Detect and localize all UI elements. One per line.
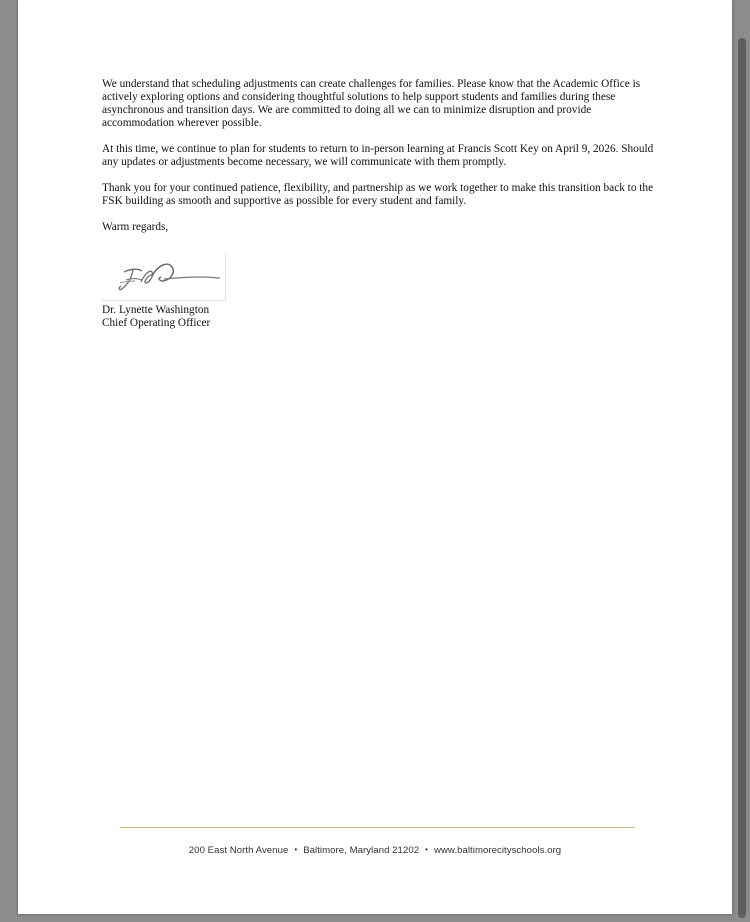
letter-page xyxy=(18,0,732,914)
footer-divider xyxy=(120,827,635,828)
signer-name: Dr. Lynette Washington xyxy=(102,304,210,316)
footer-address-line xyxy=(18,845,732,856)
vertical-scrollbar[interactable] xyxy=(738,38,746,918)
footer-city: Baltimore, Maryland 21202 xyxy=(303,845,420,856)
footer-separator: • xyxy=(425,845,428,854)
paragraph-thanks: Thank you for your continued patience, flexibility, and partnership as we work together to make this transition back to the FSK building as smooth and supportive as possible for every student and family. xyxy=(102,182,654,207)
signature-block xyxy=(102,304,210,330)
letter-body xyxy=(102,78,662,247)
signer-title: Chief Operating Officer xyxy=(102,317,211,329)
paragraph-return-date: At this time, we continue to plan for students to return to in-person learning at Francis Scott Key on April 9, 2026. Should any updates or adjustments become necessary, we will communicate with them promptly. xyxy=(102,143,654,168)
footer-website[interactable]: www.baltimorecityschools.org xyxy=(433,845,562,856)
signature-image xyxy=(102,253,226,301)
footer-separator: • xyxy=(294,845,298,854)
footer-street: 200 East North Avenue xyxy=(188,845,289,856)
closing: Warm regards, xyxy=(102,221,169,233)
paragraph-scheduling: We understand that scheduling adjustments can create challenges for families. Please know that the Academic Office is actively exploring options and considering thoughtful solutions to help support students and families during these asynchronous and transition days. We are committed to doing all we can to minimize disruption and provide accommodation wherever possible. xyxy=(102,78,641,129)
